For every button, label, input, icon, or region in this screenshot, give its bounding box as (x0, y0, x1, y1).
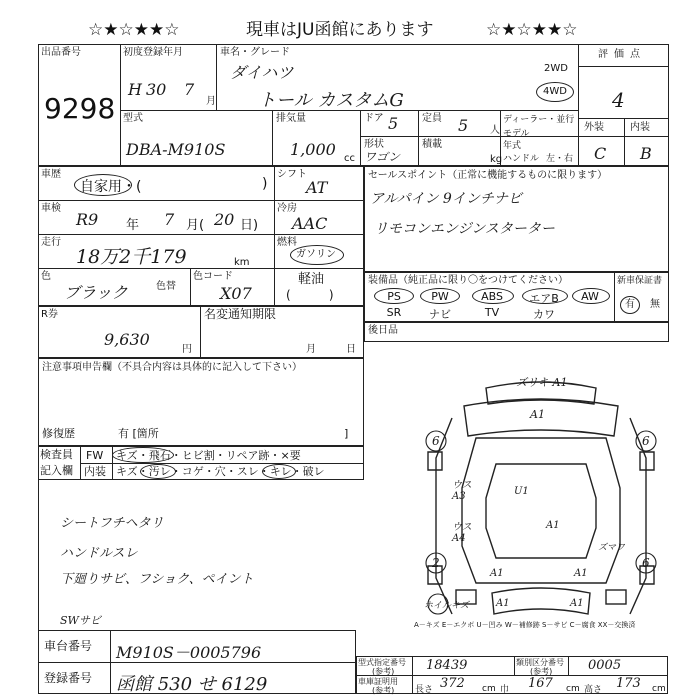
grade-value: 4 (612, 88, 625, 112)
color-label: 色 (41, 271, 51, 282)
mileage-label: 走行 (41, 237, 61, 248)
load-unit: kg (490, 154, 503, 165)
color-code: X07 (220, 284, 252, 303)
deadline-month: 月 (306, 344, 316, 355)
color-value: ブラック (64, 283, 128, 302)
class-num-value: 0005 (588, 658, 622, 673)
size-ref: (参考) (372, 686, 395, 695)
history-value: 自家用・( (80, 179, 142, 195)
doors-value: 5 (388, 114, 399, 133)
ac-value: AAC (292, 214, 328, 233)
class-num-ref: (参考) (530, 667, 553, 676)
engine-label: 排気量 (276, 113, 306, 124)
remark-2: ハンドルスレ (60, 546, 138, 561)
diag-bottom-left: A1 (496, 598, 510, 609)
equip-abs-circle (472, 288, 514, 304)
inspection-year-unit: 年 (126, 218, 140, 233)
equip-leather: カワ (533, 308, 555, 321)
remark-1: シートフチヘタリ (60, 516, 164, 531)
body-form-value: ワゴン (364, 150, 401, 164)
doors-label: ドア (364, 113, 384, 124)
engine-value: 1,000 (290, 140, 336, 159)
diag-bumper: ズマワ (598, 543, 625, 553)
class-num-label: 類別区分番号 (516, 658, 564, 667)
ext-grade: C (594, 144, 607, 163)
int-label: 内装 (630, 122, 650, 133)
inspection-era: R9 (76, 210, 99, 229)
int-marked-circle-2 (262, 464, 296, 479)
fw-items: キズ・飛石・ヒビ割・リペア跡・×要 (116, 449, 301, 462)
remark-3: 下廻りサビ、フショク、ペイント (60, 572, 254, 587)
recycle-label: R券 (41, 309, 58, 320)
diag-bottom-right: A1 (570, 598, 584, 609)
warranty-yes: 有 (625, 299, 635, 310)
reg-label: 初度登録年月 (123, 47, 183, 58)
type-spec-ref: (参考) (372, 667, 395, 676)
warranty-no: 無 (650, 299, 660, 310)
size-width: 167 (528, 676, 553, 691)
capacity-unit: 人 (490, 125, 500, 136)
color-change-label: 色替 (156, 281, 176, 292)
mileage-value: 18万2千179 (76, 246, 187, 268)
fuel-diesel: 軽油 (298, 272, 325, 287)
size-height-label: 高さ (584, 685, 603, 695)
size-width-label: 巾 (500, 685, 510, 695)
ac-label: 冷房 (277, 203, 297, 214)
equip-tv: TV (484, 306, 500, 319)
selling-points-label: セールスポイント（正常に機能するものに限ります） (368, 170, 608, 181)
warranty-label: 新車保証書 (617, 276, 663, 286)
lot-number: 9298 (44, 92, 116, 125)
type-label: 型式 (123, 113, 143, 124)
history-circle (74, 174, 132, 196)
registration-label: 登録番号 (44, 671, 93, 685)
selling-point-1: アルパイン 9インチナビ (370, 191, 522, 207)
repair-value: 有 [箇所 (118, 427, 159, 440)
inspector-label-1: 検査員 (40, 448, 73, 461)
inspector-label-2: 記入欄 (40, 464, 73, 477)
model-label: 車名・グレード (220, 47, 290, 58)
diag-left-mid-2: ウス A4 (452, 522, 472, 544)
equip-airbag-circle (522, 288, 568, 304)
engine-unit: cc (344, 153, 355, 164)
equip-aw-circle (572, 288, 610, 304)
color-code-label: 色コード (193, 271, 233, 282)
size-height-unit: cm (652, 684, 666, 694)
diag-spot: A1 (546, 520, 560, 531)
selling-point-2: リモコンエンジンスターター (374, 221, 555, 237)
size-height: 173 (616, 676, 641, 691)
history-label: 車歴 (41, 169, 61, 180)
registration-value: 函館 530 せ 6129 (116, 674, 268, 695)
notes-label: 注意事項申告欄（不具合内容は具体的に記入して下さい） (42, 362, 302, 373)
remark-4: SWサビ (60, 614, 101, 627)
equip-pw: PW (431, 290, 449, 303)
capacity-label: 定員 (422, 113, 442, 124)
history-close: ) (262, 176, 268, 192)
diag-legend: A－キズ E－エクボ U－凹み W－補修跡 S－サビ C－腐食 XX－交換済 (414, 621, 636, 629)
equip-ps-circle (374, 288, 414, 304)
int-marked-circle-1 (140, 464, 176, 479)
reg-month: 7 (184, 80, 195, 99)
header-stars-right: ☆★☆★★☆ (486, 20, 578, 40)
diag-top-note: ズリキ A1 (516, 376, 568, 389)
fuel-gasoline: ガソリン (296, 249, 336, 260)
chassis-label: 車台番号 (44, 639, 93, 653)
later-items-block (364, 322, 669, 342)
shift-value: AT (306, 178, 328, 197)
load-label: 積載 (422, 139, 442, 150)
equip-abs: ABS (481, 290, 503, 303)
lot-label: 出品番号 (41, 47, 81, 58)
reg-era: H (128, 80, 142, 99)
drive-4wd: 4WD (543, 86, 567, 97)
inspection-label: 車検 (41, 203, 61, 214)
shift-label: シフト (277, 169, 307, 180)
diag-left-front-num: 6 (432, 434, 440, 448)
equip-navi: ナビ (429, 308, 451, 321)
model-year-label1: モデル (503, 129, 530, 139)
diag-right-rear-num: 6 (642, 556, 650, 570)
ext-label: 外装 (584, 122, 604, 133)
model-name: トール カスタムG (258, 90, 404, 111)
inspection-day-unit: 日) (240, 218, 259, 233)
handle-label: ハンドル (503, 154, 540, 164)
grade-label: 評価点 (598, 49, 646, 60)
equip-pw-circle (420, 288, 460, 304)
equip-sr: SR (386, 306, 402, 319)
type-value: DBA-M910S (126, 140, 226, 159)
equipment-label: 装備品（純正品に限り〇をつけてください） (368, 275, 568, 286)
fw-label: FW (86, 449, 104, 462)
chassis-value: M910S－0005796 (116, 643, 262, 662)
deadline-day: 日 (346, 344, 356, 355)
type-spec-label: 型式指定番号 (358, 658, 406, 667)
diag-left-rear-num: 2 (432, 556, 440, 570)
diag-left-mid-1: ウス A3 (452, 480, 472, 502)
size-label: 車庫証明用 (358, 677, 398, 686)
equip-aw: AW (581, 290, 599, 303)
drive-2wd: 2WD (544, 63, 568, 74)
equip-airbag: エアB (529, 292, 559, 305)
mileage-unit: km (234, 257, 250, 268)
int-grade: B (640, 144, 652, 163)
reg-year: 30 (146, 80, 167, 99)
equip-ps: PS (387, 290, 401, 303)
diag-wheel-tag: ホイルキズ (424, 601, 469, 611)
capacity-value: 5 (458, 116, 469, 135)
deadline-label: 名変通知期限 (204, 307, 277, 321)
inspection-month: 7 (164, 210, 175, 229)
diag-hood: A1 (530, 408, 545, 421)
fuel-label: 燃料 (277, 237, 297, 248)
recycle-value: 9,630 (104, 330, 150, 349)
size-width-unit: cm (566, 684, 580, 694)
model-maker: ダイハツ (230, 63, 294, 82)
size-len: 372 (440, 676, 465, 691)
fuel-other: ( ) (286, 288, 334, 302)
dealer-label: ディーラー・並行 (503, 115, 575, 125)
fw-marked-circle (112, 447, 174, 463)
diag-rear-left: A1 (490, 568, 504, 579)
size-len-unit: cm (482, 684, 496, 694)
header-stars-left: ☆★☆★★☆ (88, 20, 180, 40)
repair-close: ] (344, 427, 349, 440)
inspection-month-unit: 月( (186, 218, 205, 233)
diag-rear-right: A1 (574, 568, 588, 579)
int-items: キズ・汚レ・コゲ・穴・スレ・キレ・破レ (116, 465, 325, 478)
handle-options: 左・右 (546, 154, 574, 164)
reg-month-unit: 月 (206, 96, 216, 107)
model-year-label2: 年式 (503, 141, 522, 151)
header-title: 現車はJU函館にあります (246, 20, 434, 40)
body-form-label: 形状 (364, 139, 384, 150)
later-items-label: 後日品 (368, 325, 398, 336)
inspection-day: 20 (214, 210, 235, 229)
diag-roof: U1 (514, 486, 529, 497)
size-len-label: 長さ (415, 685, 434, 695)
recycle-unit: 円 (182, 344, 192, 355)
repair-label: 修復歴 (42, 427, 75, 440)
type-spec-value: 18439 (426, 658, 468, 673)
diag-right-front-num: 6 (642, 434, 650, 448)
int-inspect-label: 内装 (84, 465, 106, 478)
